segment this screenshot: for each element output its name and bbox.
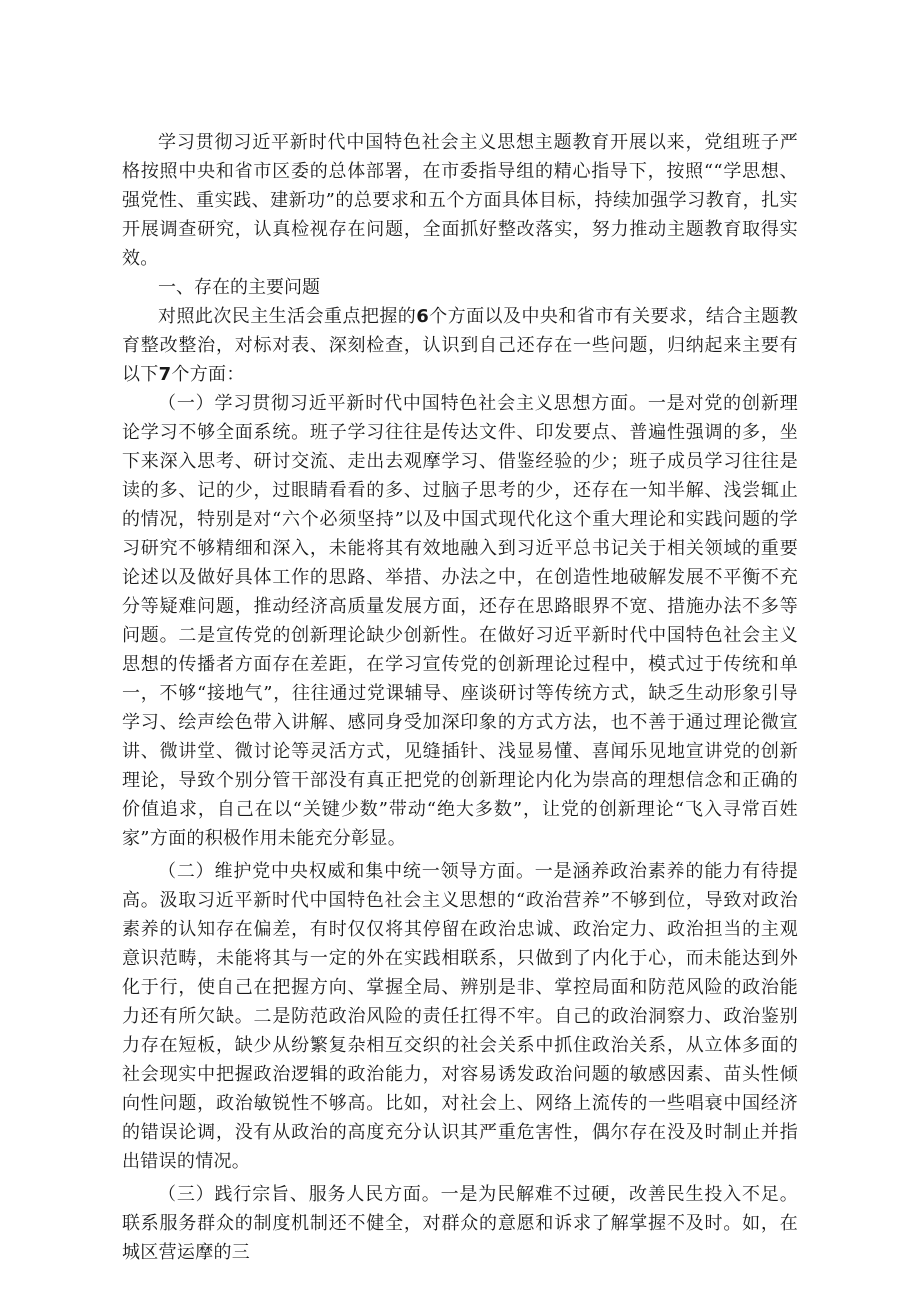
section-heading: 一、存在的主要问题 bbox=[158, 277, 320, 298]
summary-number-1: 6 bbox=[416, 306, 430, 327]
summary-number-2: 7 bbox=[158, 364, 172, 385]
summary-text-3: 个方面： bbox=[171, 364, 245, 385]
document-page bbox=[122, 128, 798, 1267]
summary-paragraph bbox=[122, 302, 798, 389]
intro-paragraph: 学习贯彻习近平新时代中国特色社会主义思想主题教育开展以来，党组班子严格按照中央和省市区委的总体部署，在市委指导组的精心指导下，按照““学思想、强党性、重实践、建新功”的总要求和五个方面具体目标，持续加强学习教育，扎实开展调查研究，认真检视存在问题，全面抓好整改落实，努力推动主题教育取得实效。 bbox=[122, 132, 798, 269]
summary-text-1: 对照此次民主生活会重点把握的 bbox=[158, 306, 417, 327]
item-paragraph-1: （一）学习贯彻习近平新时代中国特色社会主义思想方面。一是对党的创新理论学习不够全面系统。班子学习往往是传达文件、印发要点、普遍性强调的多，坐下来深入思考、研讨交流、走出去观摩学习、借鉴经验的少；班子成员学习往往是读的多、记的少，过眼睛看看的多、过脑子思考的少，还存在一知半解、浅尝辄止的情况，特别是对“六个必须坚持”以及中国式现代化这个重大理论和实践问题的学习研究不够精细和深入，未能将其有效地融入到习近平总书记关于相关领域的重要论述以及做好具体工作的思路、举措、办法之中，在创造性地破解发展不平衡不充分等疑难问题，推动经济高质量发展方面，还存在思路眼界不宽、措施办法不多等问题。二是宣传党的创新理论缺少创新性。在做好习近平新时代中国特色社会主义思想的传播者方面存在差距，在学习宣传党的创新理论过程中，模式过于传统和单一，不够“接地气”，往往通过党课辅导、座谈研讨等传统方式，缺乏生动形象引导学习、绘声绘色带入讲解、感同身受加深印象的方式方法，也不善于通过理论微宣讲、微讲堂、微讨论等灵活方式，见缝插针、浅显易懂、喜闻乐见地宣讲党的创新理论，导致个别分管干部没有真正把党的创新理论内化为崇高的理想信念和正确的价值追求，自己在以“关键少数”带动“绝大多数”，让党的创新理论“飞入寻常百姓家”方面的积极作用未能充分彰显。 bbox=[122, 393, 798, 849]
item-paragraph-3: （三）践行宗旨、服务人民方面。一是为民解难不过硬，改善民生投入不足。联系服务群众的制度机制还不健全，对群众的意愿和诉求了解掌握不及时。如，在城区营运摩的三 bbox=[122, 1184, 798, 1263]
summary-text-2: 个方面以及中央和省市有关要求，结合主题教育整改整治，对标对表、深刻检查，认识到自己还存在一些问题，归纳起来主要有以下 bbox=[122, 306, 798, 385]
item-paragraph-2: （二）维护党中央权威和集中统一领导方面。一是涵养政治素养的能力有待提高。汲取习近平新时代中国特色社会主义思想的“政治营养”不够到位，导致对政治素养的认知存在偏差，有时仅仅将其停留在政治忠诚、政治定力、政治担当的主观意识范畴，未能将其与一定的外在实践相联系，只做到了内化于心，而未能达到外化于行，使自己在把握方向、掌握全局、辨别是非、掌控局面和防范风险的政治能力还有所欠缺。二是防范政治风险的责任扛得不牢。自己的政治洞察力、政治鉴别力存在短板，缺少从纷繁复杂相互交织的社会关系中抓住政治关系，从立体多面的社会现实中把握政治逻辑的政治能力，对容易诱发政治问题的敏感因素、苗头性倾向性问题，政治敏锐性不够高。比如，对社会上、网络上流传的一些唱衰中国经济的错误论调，没有从政治的高度充分认识其严重危害性，偶尔存在没及时制止并指出错误的情况。 bbox=[122, 861, 798, 1172]
